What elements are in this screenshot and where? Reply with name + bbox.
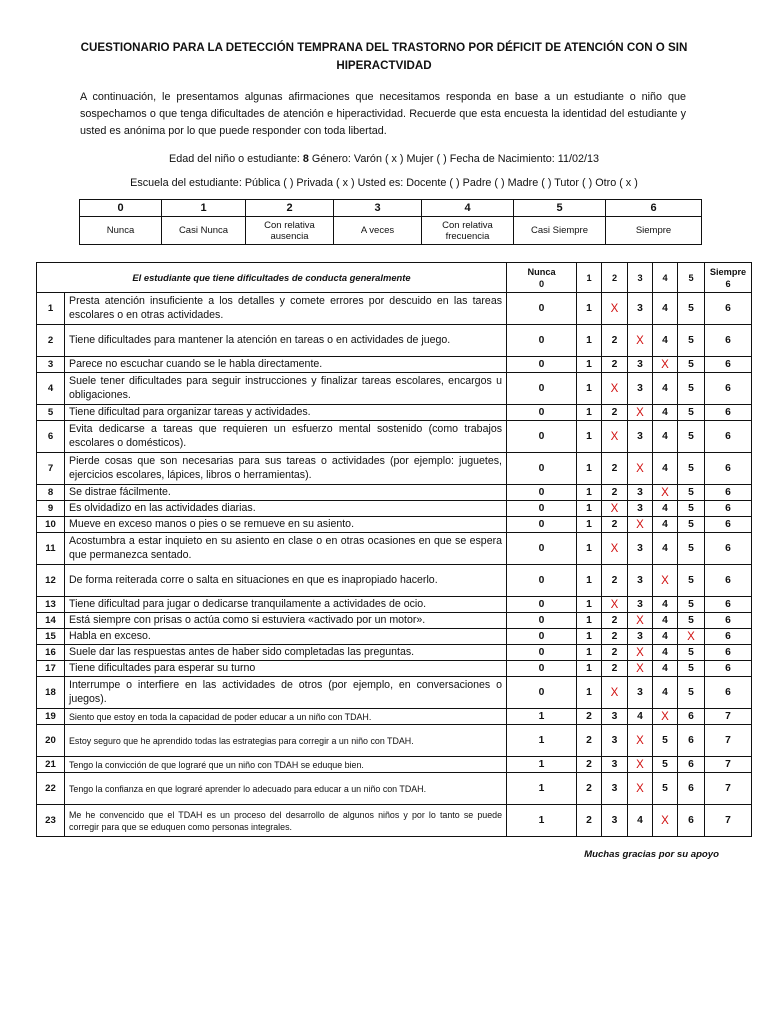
row-number: 21 <box>37 757 65 773</box>
header-col-label: 5 <box>688 272 694 283</box>
intro-paragraph: A continuación, le presentamos algunas afirmaciones que necesitamos responda en base a un estudiante o niño que sospechamos o que tenga dificultades de atención e hiperactividad. Recuerde que esta encuesta la identidad del estudiante y usted es anónima por lo que puede responder con toda libertad. <box>80 91 686 137</box>
row-number: 10 <box>37 517 65 533</box>
rating-option: 2 <box>577 773 602 805</box>
rating-option: 1 <box>577 677 602 709</box>
rating-option: 0 <box>507 485 577 501</box>
rating-option: 1 <box>577 421 602 453</box>
rating-option: 1 <box>577 565 602 597</box>
header-col-label: 4 <box>662 272 668 283</box>
header-col-5 <box>678 263 705 293</box>
rating-option: 3 <box>628 597 653 613</box>
row-number: 6 <box>37 421 65 453</box>
selected-mark: X <box>653 485 678 501</box>
rating-option: 1 <box>577 645 602 661</box>
table-header-title: El estudiante que tiene dificultades de conducta generalmente <box>37 263 507 293</box>
scale-label: Siempre <box>606 217 702 245</box>
rating-option: 2 <box>602 629 628 645</box>
rating-option: 2 <box>602 405 628 421</box>
rating-option: 3 <box>628 293 653 325</box>
rating-option: 1 <box>577 629 602 645</box>
scale-number: 1 <box>162 200 246 217</box>
rating-option: 6 <box>705 405 752 421</box>
row-statement: Mueve en exceso manos o pies o se remueve en su asiento. <box>65 517 507 533</box>
rating-option: 0 <box>507 293 577 325</box>
gender-birthdate-text: Género: Varón ( x ) Mujer ( ) Fecha de Nacimiento: 11/02/13 <box>311 153 599 165</box>
row-statement: Está siempre con prisas o actúa como si estuviera «activado por un motor». <box>65 613 507 629</box>
rating-option: 5 <box>678 405 705 421</box>
table-row <box>37 677 752 709</box>
row-number: 18 <box>37 677 65 709</box>
row-number: 11 <box>37 533 65 565</box>
rating-option: 6 <box>705 661 752 677</box>
rating-option: 4 <box>628 805 653 837</box>
rating-option: 6 <box>705 565 752 597</box>
rating-option: 6 <box>678 805 705 837</box>
rating-option: 2 <box>602 613 628 629</box>
row-number: 12 <box>37 565 65 597</box>
table-row <box>37 421 752 453</box>
table-row <box>37 501 752 517</box>
row-number: 3 <box>37 357 65 373</box>
table-row <box>37 373 752 405</box>
rating-option: 6 <box>705 485 752 501</box>
rating-option: 6 <box>705 293 752 325</box>
rating-option: 2 <box>577 709 602 725</box>
selected-mark: X <box>628 725 653 757</box>
row-statement: Presta atención insuficiente a los detalles y comete errores por descuido en las tareas escolares o en otras actividades. <box>65 293 507 325</box>
rating-option: 1 <box>577 597 602 613</box>
selected-mark: X <box>628 661 653 677</box>
age-label: Edad del niño o estudiante: <box>169 153 300 165</box>
row-statement: Tiene dificultad para organizar tareas y actividades. <box>65 405 507 421</box>
rating-option: 2 <box>577 725 602 757</box>
scale-label: Casi Siempre <box>514 217 606 245</box>
table-row <box>37 533 752 565</box>
table-row <box>37 325 752 357</box>
scale-number: 4 <box>422 200 514 217</box>
scale-labels-row <box>80 217 702 245</box>
selected-mark: X <box>628 405 653 421</box>
rating-option: 5 <box>653 725 678 757</box>
rating-option: 2 <box>577 757 602 773</box>
rating-option: 1 <box>577 501 602 517</box>
table-row <box>37 565 752 597</box>
scale-label: Casi Nunca <box>162 217 246 245</box>
rating-option: 3 <box>628 533 653 565</box>
rating-option: 0 <box>507 453 577 485</box>
rating-option: 5 <box>678 645 705 661</box>
rating-option: 2 <box>602 661 628 677</box>
header-col-4 <box>653 263 678 293</box>
rating-option: 7 <box>705 725 752 757</box>
rating-option: 7 <box>705 709 752 725</box>
row-statement: Interrumpe o interfiere en las actividades de otros (por ejemplo, en conversaciones o juegos). <box>65 677 507 709</box>
rating-option: 4 <box>653 405 678 421</box>
row-statement: Acostumbra a estar inquieto en su asiento en clase o en otras ocasiones en que se espera que permanezca sentado. <box>65 533 507 565</box>
selected-mark: X <box>602 293 628 325</box>
rating-option: 4 <box>653 533 678 565</box>
header-col-nunca <box>507 263 577 293</box>
row-number: 8 <box>37 485 65 501</box>
rating-option: 1 <box>577 357 602 373</box>
selected-mark: X <box>653 565 678 597</box>
selected-mark: X <box>628 453 653 485</box>
table-row <box>37 709 752 725</box>
row-statement: Suele tener dificultades para seguir instrucciones y finalizar tareas escolares, encargos u obligaciones. <box>65 373 507 405</box>
selected-mark: X <box>628 517 653 533</box>
row-statement: Evita dedicarse a tareas que requieren un esfuerzo mental sostenido (como trabajos escolares o domésticos). <box>65 421 507 453</box>
rating-option: 0 <box>507 565 577 597</box>
rating-option: 1 <box>577 485 602 501</box>
rating-option: 0 <box>507 613 577 629</box>
rating-option: 6 <box>705 629 752 645</box>
rating-option: 6 <box>705 645 752 661</box>
row-statement: Parece no escuchar cuando se le habla directamente. <box>65 357 507 373</box>
rating-option: 4 <box>653 613 678 629</box>
selected-mark: X <box>678 629 705 645</box>
rating-option: 1 <box>577 517 602 533</box>
rating-option: 0 <box>507 357 577 373</box>
row-number: 17 <box>37 661 65 677</box>
header-col-label: Nunca 0 <box>527 266 556 289</box>
row-number: 23 <box>37 805 65 837</box>
table-row <box>37 757 752 773</box>
questionnaire-title: CUESTIONARIO PARA LA DETECCIÓN TEMPRANA DEL TRASTORNO POR DÉFICIT DE ATENCIÓN CON O SIN HIPERACTVIDAD <box>80 41 688 72</box>
rating-option: 6 <box>705 421 752 453</box>
scale-number: 0 <box>80 200 162 217</box>
table-row <box>37 725 752 757</box>
table-row <box>37 597 752 613</box>
header-col-2 <box>602 263 628 293</box>
rating-option: 5 <box>678 421 705 453</box>
rating-option: 0 <box>507 325 577 357</box>
selected-mark: X <box>653 357 678 373</box>
rating-option: 1 <box>577 533 602 565</box>
rating-option: 3 <box>628 677 653 709</box>
row-number: 2 <box>37 325 65 357</box>
rating-option: 7 <box>705 805 752 837</box>
rating-option: 5 <box>678 501 705 517</box>
rating-option: 0 <box>507 517 577 533</box>
table-row <box>37 453 752 485</box>
scale-label: Con relativa ausencia <box>246 217 334 245</box>
rating-option: 0 <box>507 597 577 613</box>
header-col-label: 1 <box>586 272 592 283</box>
questionnaire-table <box>36 262 752 837</box>
student-info-line <box>80 152 688 167</box>
row-statement: Tengo la convicción de que lograré que un niño con TDAH se eduque bien. <box>65 757 507 773</box>
rating-option: 0 <box>507 501 577 517</box>
rating-option: 1 <box>577 325 602 357</box>
rating-option: 1 <box>577 405 602 421</box>
row-number: 5 <box>37 405 65 421</box>
rating-option: 6 <box>705 501 752 517</box>
rating-option: 4 <box>653 453 678 485</box>
rating-option: 4 <box>653 517 678 533</box>
rating-option: 5 <box>678 677 705 709</box>
row-statement: Habla en exceso. <box>65 629 507 645</box>
row-statement: Tengo la confianza en que lograré aprender lo adecuado para educar a un niño con TDAH. <box>65 773 507 805</box>
row-statement: Es olvidadizo en las actividades diarias. <box>65 501 507 517</box>
table-row <box>37 517 752 533</box>
selected-mark: X <box>628 613 653 629</box>
row-statement: Siento que estoy en toda la capacidad de poder educar a un niño con TDAH. <box>65 709 507 725</box>
rating-option: 4 <box>653 373 678 405</box>
rating-option: 6 <box>705 453 752 485</box>
selected-mark: X <box>602 501 628 517</box>
selected-mark: X <box>602 421 628 453</box>
scale-number: 5 <box>514 200 606 217</box>
header-col-label: Siempre 6 <box>709 266 747 289</box>
row-number: 9 <box>37 501 65 517</box>
row-statement: Me he convencido que el TDAH es un proceso del desarrollo de algunos niños y por lo tanto se puede corregir para que se eduquen como personas integrales. <box>65 805 507 837</box>
header-col-siempre <box>705 263 752 293</box>
header-col-label: 2 <box>611 272 618 283</box>
rating-option: 1 <box>577 373 602 405</box>
rating-option: 3 <box>602 773 628 805</box>
row-statement: Tiene dificultades para mantener la atención en tareas o en actividades de juego. <box>65 325 507 357</box>
rating-option: 1 <box>577 453 602 485</box>
scale-number: 6 <box>606 200 702 217</box>
selected-mark: X <box>602 373 628 405</box>
rating-option: 0 <box>507 677 577 709</box>
rating-option: 4 <box>653 597 678 613</box>
rating-option: 6 <box>705 325 752 357</box>
rating-option: 5 <box>678 325 705 357</box>
rating-option: 2 <box>602 517 628 533</box>
table-row <box>37 485 752 501</box>
scale-number: 3 <box>334 200 422 217</box>
table-row <box>37 629 752 645</box>
rating-option: 5 <box>678 565 705 597</box>
school-info-line: Escuela del estudiante: Pública ( ) Privada ( x ) Usted es: Docente ( ) Padre ( ) Madre ( ) Tutor ( ) Otro ( x ) <box>130 177 638 189</box>
rating-option: 5 <box>678 453 705 485</box>
rating-option: 1 <box>507 709 577 725</box>
rating-option: 6 <box>678 773 705 805</box>
row-number: 22 <box>37 773 65 805</box>
rating-option: 4 <box>653 325 678 357</box>
rating-option: 0 <box>507 661 577 677</box>
table-header-row <box>37 263 752 293</box>
questionnaire-rows <box>37 293 752 837</box>
row-number: 1 <box>37 293 65 325</box>
row-statement: Se distrae fácilmente. <box>65 485 507 501</box>
rating-option: 6 <box>705 597 752 613</box>
selected-mark: X <box>602 597 628 613</box>
rating-option: 2 <box>602 485 628 501</box>
scale-label: Nunca <box>80 217 162 245</box>
row-number: 15 <box>37 629 65 645</box>
rating-option: 6 <box>678 725 705 757</box>
rating-option: 1 <box>577 293 602 325</box>
rating-option: 4 <box>653 645 678 661</box>
header-col-1 <box>577 263 602 293</box>
table-row <box>37 661 752 677</box>
header-col-label: 3 <box>637 272 643 283</box>
selected-mark: X <box>653 805 678 837</box>
rating-option: 2 <box>602 453 628 485</box>
row-statement: De forma reiterada corre o salta en situaciones en que es inapropiado hacerlo. <box>65 565 507 597</box>
rating-option: 0 <box>507 533 577 565</box>
row-number: 7 <box>37 453 65 485</box>
rating-option: 6 <box>705 357 752 373</box>
rating-option: 3 <box>628 373 653 405</box>
rating-option: 2 <box>602 325 628 357</box>
selected-mark: X <box>628 757 653 773</box>
rating-option: 3 <box>602 725 628 757</box>
scale-numbers-row <box>80 200 702 217</box>
rating-option: 0 <box>507 405 577 421</box>
rating-option: 5 <box>678 517 705 533</box>
rating-option: 3 <box>628 629 653 645</box>
scale-label: Con relativa frecuencia <box>422 217 514 245</box>
row-statement: Tiene dificultad para jugar o dedicarse tranquilamente a actividades de ocio. <box>65 597 507 613</box>
table-row <box>37 645 752 661</box>
scale-label: A veces <box>334 217 422 245</box>
rating-option: 3 <box>628 565 653 597</box>
rating-option: 3 <box>628 421 653 453</box>
rating-option: 1 <box>507 725 577 757</box>
table-row <box>37 613 752 629</box>
rating-option: 5 <box>678 293 705 325</box>
rating-option: 3 <box>602 757 628 773</box>
selected-mark: X <box>653 709 678 725</box>
rating-option: 4 <box>653 661 678 677</box>
row-statement: Suele dar las respuestas antes de haber sido completadas las preguntas. <box>65 645 507 661</box>
rating-option: 1 <box>507 805 577 837</box>
rating-option: 2 <box>602 565 628 597</box>
rating-option: 3 <box>628 357 653 373</box>
rating-option: 3 <box>602 709 628 725</box>
scale-number: 2 <box>246 200 334 217</box>
age-value: 8 <box>302 153 309 165</box>
rating-option: 5 <box>678 357 705 373</box>
selected-mark: X <box>602 533 628 565</box>
rating-option: 5 <box>678 373 705 405</box>
rating-option: 3 <box>628 485 653 501</box>
rating-option: 1 <box>507 773 577 805</box>
rating-option: 1 <box>577 613 602 629</box>
thanks-note: Muchas gracias por su apoyo <box>584 849 719 860</box>
rating-option: 6 <box>678 757 705 773</box>
table-row <box>37 773 752 805</box>
rating-option: 0 <box>507 421 577 453</box>
rating-option: 6 <box>705 533 752 565</box>
rating-option: 4 <box>653 293 678 325</box>
row-number: 16 <box>37 645 65 661</box>
rating-option: 4 <box>653 421 678 453</box>
table-row <box>37 357 752 373</box>
rating-option: 5 <box>653 773 678 805</box>
rating-option: 0 <box>507 645 577 661</box>
table-row <box>37 405 752 421</box>
rating-option: 7 <box>705 773 752 805</box>
row-number: 4 <box>37 373 65 405</box>
rating-option: 2 <box>577 805 602 837</box>
rating-option: 6 <box>678 709 705 725</box>
rating-option: 6 <box>705 613 752 629</box>
rating-option: 4 <box>628 709 653 725</box>
row-number: 14 <box>37 613 65 629</box>
header-col-3 <box>628 263 653 293</box>
rating-option: 6 <box>705 517 752 533</box>
rating-option: 0 <box>507 373 577 405</box>
selected-mark: X <box>602 677 628 709</box>
rating-option: 5 <box>678 485 705 501</box>
rating-option: 3 <box>628 501 653 517</box>
rating-option: 6 <box>705 373 752 405</box>
selected-mark: X <box>628 645 653 661</box>
row-statement: Tiene dificultades para esperar su turno <box>65 661 507 677</box>
row-number: 19 <box>37 709 65 725</box>
row-number: 20 <box>37 725 65 757</box>
selected-mark: X <box>628 325 653 357</box>
rating-option: 1 <box>577 661 602 677</box>
selected-mark: X <box>628 773 653 805</box>
rating-option: 5 <box>678 597 705 613</box>
rating-option: 5 <box>678 533 705 565</box>
row-statement: Estoy seguro que he aprendido todas las estrategias para corregir a un niño con TDAH. <box>65 725 507 757</box>
row-number: 13 <box>37 597 65 613</box>
rating-option: 5 <box>678 661 705 677</box>
rating-option: 1 <box>507 757 577 773</box>
rating-option: 2 <box>602 357 628 373</box>
rating-option: 5 <box>653 757 678 773</box>
row-statement: Pierde cosas que son necesarias para sus tareas o actividades (por ejemplo: juguetes, ejercicios escolares, lápices, libros o herramientas). <box>65 453 507 485</box>
rating-option: 2 <box>602 645 628 661</box>
rating-option: 4 <box>653 629 678 645</box>
rating-option: 7 <box>705 757 752 773</box>
table-row <box>37 293 752 325</box>
rating-option: 5 <box>678 613 705 629</box>
rating-option: 6 <box>705 677 752 709</box>
rating-option: 4 <box>653 501 678 517</box>
rating-option: 0 <box>507 629 577 645</box>
rating-option: 4 <box>653 677 678 709</box>
table-row <box>37 805 752 837</box>
rating-scale-legend <box>79 199 702 245</box>
rating-option: 3 <box>602 805 628 837</box>
